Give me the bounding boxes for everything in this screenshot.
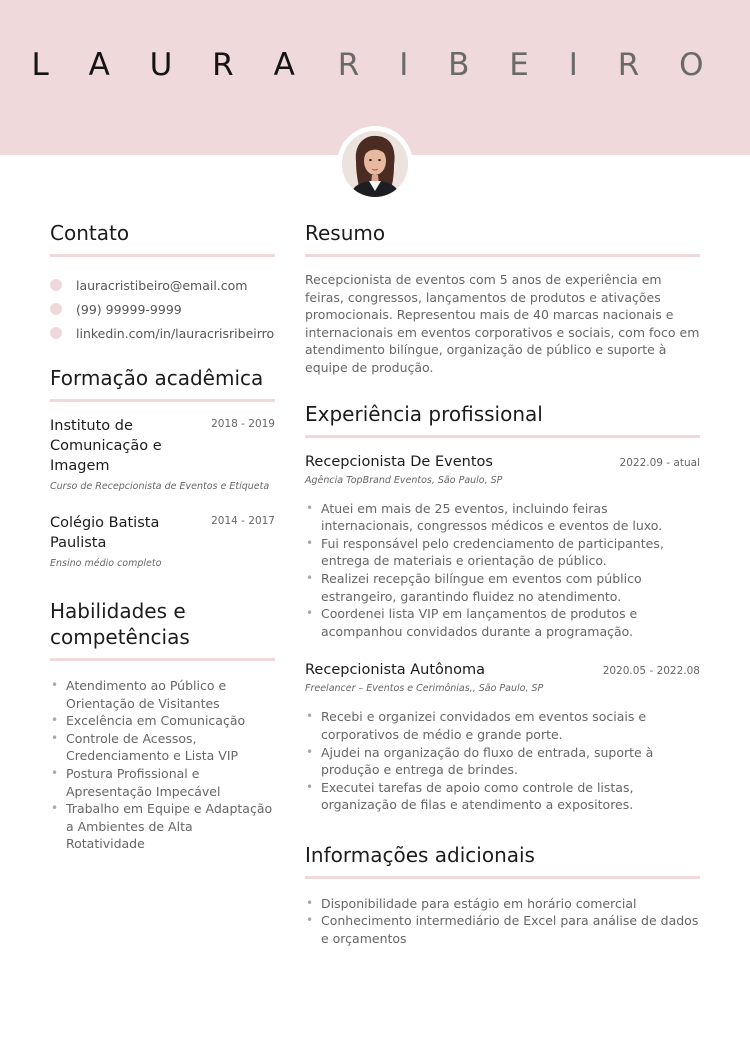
summary-section: [305, 220, 700, 377]
skill-item: • Controle de Acessos, Credenciamento e Lista VIP: [50, 730, 275, 765]
institution-name: [50, 513, 211, 553]
summary-heading: Resumo: [305, 221, 386, 245]
additional-info-section: [305, 842, 700, 948]
job-entry: [305, 662, 700, 814]
portrait-image: [342, 131, 408, 197]
job-dates: 2020.05 - 2022.08: [602, 665, 700, 678]
job-bullet: • Recebi e organizei convidados em eventos sociais e corporativos de médio e grande porte.: [305, 708, 700, 743]
section-divider: [305, 254, 700, 257]
job-entry: [305, 454, 700, 641]
contact-list: [50, 273, 275, 345]
skill-item: • Trabalho em Equipe e Adaptação a Ambientes de Alta Rotatividade: [50, 800, 275, 853]
additional-info-item: • Conhecimento intermediário de Excel para análise de dados e orçamentos: [305, 912, 700, 947]
job-bullet: • Fui responsável pelo credenciamento de participantes, entrega de materiais e orientação de público.: [305, 535, 700, 570]
profile-photo-frame: [337, 126, 413, 202]
skills-section: [50, 598, 275, 853]
contact-section: [50, 220, 275, 345]
additional-info-list: [305, 895, 700, 948]
education-course: Ensino médio completo: [50, 558, 162, 569]
skill-item: • Excelência em Comunicação: [50, 712, 275, 730]
job-dates: 2022.09 - atual: [619, 456, 700, 469]
skills-list: [50, 677, 275, 853]
additional-info-heading: Informações adicionais: [305, 842, 535, 867]
skills-heading-line: Habilidades e: [50, 599, 186, 623]
job-title: Recepcionista De Eventos: [305, 453, 493, 470]
job-bullet: • Ajudei na organização do fluxo de entrada, suporte à produção e entrega de brindes.: [305, 744, 700, 779]
job-bullet: • Executei tarefas de apoio como controle de listas, organização de filas e atendimento a expositores.: [305, 779, 700, 814]
skill-item: • Atendimento ao Público e Orientação de Visitantes: [50, 677, 275, 712]
job-bullet: • Coordenei lista VIP em lançamentos de produtos e acompanhou convidados durante a programação.: [305, 605, 700, 640]
skill-item: • Postura Profissional e Apresentação Impecável: [50, 765, 275, 800]
job-bullet: • Atuei em mais de 25 eventos, incluindo feiras internacionais, congressos médicos e eventos de luxo.: [305, 500, 700, 535]
institution-name-line: Comunicação e Imagem: [50, 438, 162, 474]
job-bullets: [305, 708, 700, 814]
linkedin-icon: [50, 327, 62, 339]
education-section: [50, 365, 275, 569]
summary-text: Recepcionista de eventos com 5 anos de experiência em feiras, congressos, lançamentos de produtos e ativações promocionais. Representou mais de 40 marcas nacionais e internacionais em eventos corporativos e sociais, com foco em atendimento bilíngue, organização de público e suporte à equipe de produção.: [305, 272, 700, 375]
institution-name-line: Paulista: [50, 535, 107, 551]
institution-name: [50, 416, 211, 476]
contact-phone[interactable]: [50, 297, 275, 321]
contact-linkedin[interactable]: [50, 321, 275, 345]
section-divider: [305, 876, 700, 879]
institution-name-line: Instituto de: [50, 418, 133, 434]
education-item: [50, 416, 275, 492]
contact-email[interactable]: [50, 273, 275, 297]
education-item: [50, 513, 275, 569]
candidate-name: [0, 47, 750, 83]
job-bullet: • Realizei recepção bilíngue em eventos com público estrangeiro, garantindo fluidez no atendimento.: [305, 570, 700, 605]
right-column: [305, 220, 700, 948]
linkedin-text: linkedin.com/in/lauracrisribeirro: [76, 325, 275, 341]
section-divider: [305, 435, 700, 438]
email-text: lauracristibeiro@email.com: [76, 277, 248, 293]
experience-heading: Experiência profissional: [305, 401, 543, 426]
additional-info-item: • Disponibilidade para estágio em horário comercial: [305, 895, 700, 913]
job-organization: Freelancer – Eventos e Cerimônias,, São Paulo, SP: [305, 683, 544, 695]
job-organization: Agência TopBrand Eventos, São Paulo, SP: [305, 474, 503, 486]
phone-icon: [50, 303, 62, 315]
skills-heading: [50, 598, 275, 650]
email-icon: [50, 279, 62, 291]
first-name: L A U R A: [31, 47, 310, 83]
contact-heading: Contato: [50, 221, 130, 245]
section-divider: [50, 399, 275, 402]
phone-text: (99) 99999-9999: [76, 301, 182, 317]
experience-section: [305, 401, 700, 814]
job-title: Recepcionista Autônoma: [305, 662, 486, 679]
skills-heading-line: competências: [50, 625, 190, 649]
left-column: [50, 220, 275, 853]
education-years: 2018 - 2019: [211, 418, 275, 430]
section-divider: [50, 658, 275, 661]
job-bullets: [305, 500, 700, 641]
last-name: R I B E I R O: [337, 47, 719, 83]
institution-name-line: Colégio Batista: [50, 515, 160, 531]
education-years: 2014 - 2017: [211, 515, 275, 527]
education-heading: Formação acadêmica: [50, 366, 264, 390]
profile-photo: [342, 131, 408, 197]
section-divider: [50, 254, 275, 257]
education-course: Curso de Recepcionista de Eventos e Etiqueta: [50, 481, 270, 492]
